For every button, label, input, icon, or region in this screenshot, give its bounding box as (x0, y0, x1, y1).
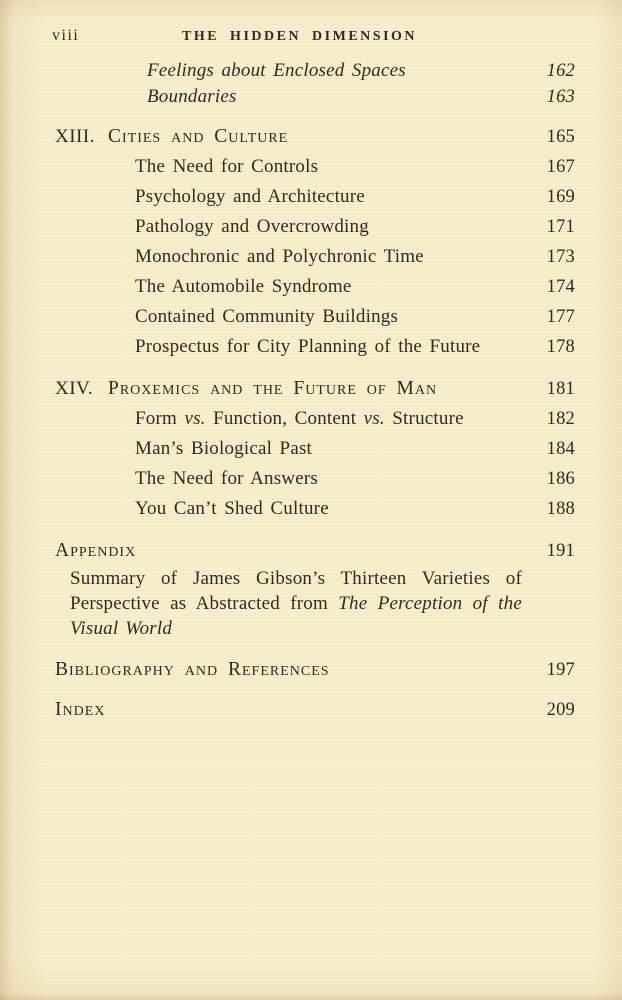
appendix-note-segment: Summary of James Gibson’s Thirteen Varieties of Perspective as Abstracted from (70, 568, 522, 614)
entry-label: Contained Community Buildings (135, 306, 399, 327)
backmatter-title: Index (55, 699, 106, 720)
toc-entry (0, 404, 575, 434)
toc-list (0, 58, 575, 725)
toc-entry-continued (0, 84, 575, 110)
backmatter-title: Appendix (55, 540, 137, 561)
entry-page-number: 191 (546, 541, 575, 561)
entry-label: You Can’t Shed Culture (135, 498, 329, 519)
page-header (0, 26, 575, 46)
entry-page-number: 186 (546, 469, 575, 489)
entry-page-number: 188 (546, 499, 575, 519)
entry-label: The Need for Answers (135, 468, 318, 489)
entry-label: Pathology and Overcrowding (135, 216, 369, 237)
entry-page-number: 173 (546, 247, 575, 267)
toc-entry (0, 182, 575, 212)
chapter-number: XIV. (55, 378, 94, 399)
entry-label-segment: Structure (384, 408, 464, 429)
toc-backmatter-row (0, 536, 575, 566)
backmatter-title: Bibliography and References (55, 659, 330, 680)
entry-label-segment: Form (135, 408, 185, 429)
entry-page-number: 177 (546, 307, 575, 327)
toc-chapter-row (0, 374, 575, 404)
toc-entry-continued (0, 58, 575, 84)
entry-page-number: 167 (546, 157, 575, 177)
toc-entry (0, 464, 575, 494)
entry-page-number: 162 (546, 61, 575, 81)
entry-label: Man’s Biological Past (135, 438, 313, 459)
entry-label: The Need for Controls (135, 156, 319, 177)
appendix-note (70, 566, 522, 641)
entry-page-number: 171 (546, 217, 575, 237)
entry-label: Psychology and Architecture (135, 186, 365, 207)
entry-page-number: 169 (546, 187, 575, 207)
entry-label-segment: vs. (363, 408, 385, 429)
entry-page-number: 181 (546, 379, 575, 399)
folio-page-number: viii (52, 27, 80, 44)
toc-entry (0, 272, 575, 302)
entry-page-number: 197 (546, 660, 575, 680)
toc-entry (0, 434, 575, 464)
entry-label: Monochronic and Polychronic Time (135, 246, 424, 267)
chapter-title: Proxemics and the Future of Man (108, 378, 438, 399)
entry-page-number: 182 (546, 409, 575, 429)
entry-page-number: 163 (546, 87, 575, 107)
entry-page-number: 184 (546, 439, 575, 459)
entry-label: Feelings about Enclosed Spaces (147, 60, 406, 81)
entry-page-number: 178 (546, 337, 575, 357)
toc-entry (0, 212, 575, 242)
entry-label (135, 404, 539, 433)
toc-entry (0, 152, 575, 182)
chapter-title: Cities and Culture (108, 126, 289, 147)
toc-chapter-row (0, 122, 575, 152)
toc-backmatter-row (0, 695, 575, 725)
entry-page-number: 209 (546, 700, 575, 720)
entry-page-number: 165 (546, 127, 575, 147)
toc-entry (0, 494, 575, 524)
toc-entry (0, 332, 575, 362)
appendix-note-segment: The Perception of the Visual World (70, 593, 522, 639)
toc-entry (0, 302, 575, 332)
entry-label-segment: Function, Content (205, 408, 364, 429)
toc-entry (0, 242, 575, 272)
entry-label: Boundaries (147, 86, 237, 107)
toc-backmatter-row (0, 655, 575, 685)
entry-label: Prospectus for City Planning of the Future (135, 336, 481, 357)
entry-page-number: 174 (546, 277, 575, 297)
entry-label-segment: vs. (184, 408, 206, 429)
running-header: THE HIDDEN DIMENSION (181, 29, 418, 44)
entry-label: The Automobile Syndrome (135, 276, 352, 297)
chapter-number: XIII. (55, 126, 95, 147)
